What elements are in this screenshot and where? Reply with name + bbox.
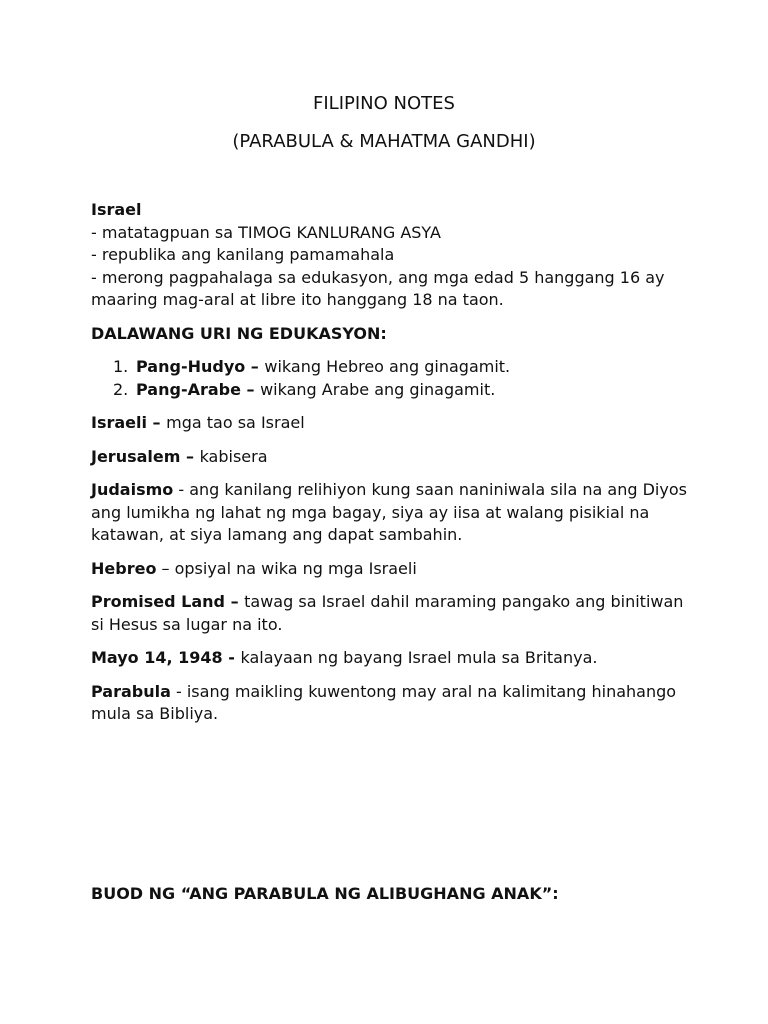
israel-heading: Israel [91, 200, 142, 219]
education-list [91, 356, 691, 401]
definition-separator: - [173, 480, 190, 499]
definition-term: Israeli [91, 413, 147, 432]
list-number: 2. [113, 379, 129, 399]
definition-text: tawag sa Israel dahil maraming pangako ang binitiwan si Hesus sa lugar na ito. [91, 592, 684, 634]
definition [91, 647, 691, 670]
definition-separator: - [222, 648, 241, 667]
definition [91, 591, 691, 636]
israel-bullet: - merong pagpahalaga sa edukasyon, ang mga edad 5 hanggang 16 ay maaring mag-aral at libre ito hanggang 18 na taon. [91, 267, 665, 309]
definition-text: ang kanilang relihiyon kung saan naniniwala sila na ang Diyos ang lumikha ng lahat ng mga bagay, siya ay iisa at walang pisikial na katawan, at siya lamang ang dapat sambahin. [91, 480, 687, 544]
definition-term: Promised Land [91, 592, 225, 611]
list-term: Pang-Arabe [136, 379, 241, 399]
definition-text: mga tao sa Israel [166, 413, 305, 432]
list-description: wikang Arabe ang ginagamit. [260, 379, 496, 399]
definition-text: kabisera [199, 446, 268, 466]
definition [91, 412, 691, 435]
definition [91, 446, 691, 469]
definition-term: Hebreo [91, 558, 157, 578]
definition-separator: – [180, 446, 200, 466]
definition-separator: – [156, 558, 175, 578]
education-heading: DALAWANG URI NG EDUKASYON: [91, 323, 387, 343]
definition-text: isang maikling kuwentong may aral na kalimitang hinahango mula sa Bibliya. [91, 681, 677, 723]
list-separator: – [245, 357, 265, 376]
list-description: wikang Hebreo ang ginagamit. [264, 357, 511, 376]
definition-term: Parabula [91, 681, 171, 701]
notes-body [91, 199, 691, 726]
definition-text: kalayaan ng bayang Israel mula sa Britanya. [240, 648, 598, 667]
document-title: FILIPINO NOTES [313, 93, 455, 114]
definition-term: Judaismo [91, 480, 174, 499]
definition [91, 558, 691, 581]
summary-heading: BUOD NG “ANG PARABULA NG ALIBUGHANG ANAK”: [91, 884, 559, 903]
list-number: 1. [113, 357, 129, 376]
list-separator: – [240, 379, 261, 399]
israel-section [91, 199, 691, 312]
definition-term: Jerusalem [91, 446, 181, 466]
israel-bullet: - republika ang kanilang pamamahala [91, 245, 395, 264]
definition [91, 479, 691, 547]
list-item [91, 379, 691, 402]
definition [91, 681, 691, 726]
definition-separator: – [146, 413, 167, 432]
list-item [91, 356, 691, 379]
definition-separator: - [170, 681, 187, 701]
document-subtitle: (PARABULA & MAHATMA GANDHI) [232, 131, 536, 152]
list-term: Pang-Hudyo [136, 357, 246, 376]
definition-text: opsiyal na wika ng mga Israeli [174, 558, 417, 578]
definition-separator: – [225, 592, 245, 611]
israel-bullet: - matatagpuan sa TIMOG KANLURANG ASYA [91, 222, 441, 242]
definition-term: Mayo 14, 1948 [91, 648, 223, 667]
